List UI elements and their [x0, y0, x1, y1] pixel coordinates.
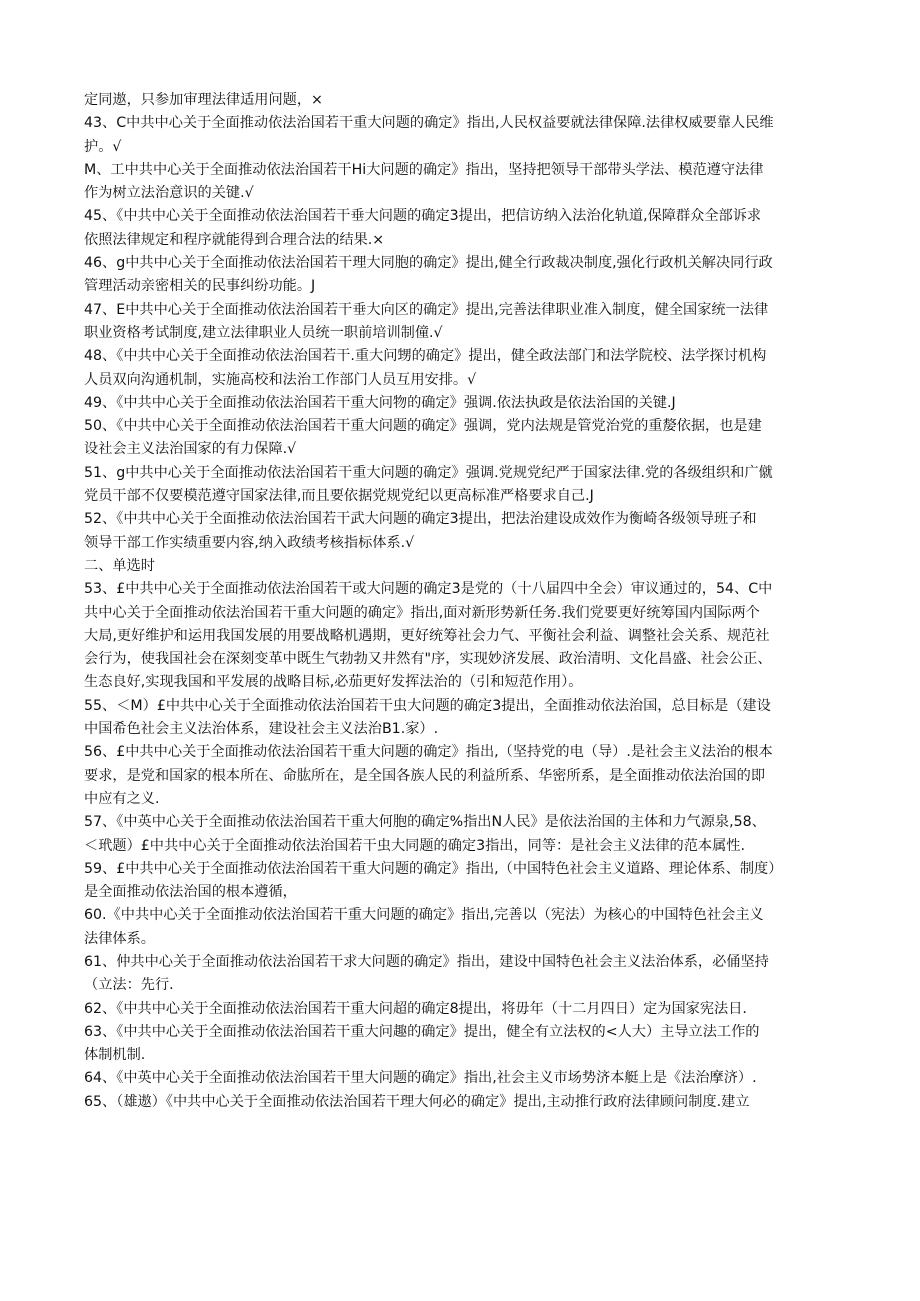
text-line: 43、C中共中心关于全面推动依法治国若干重大问题的确定》指出,人民权益要就法律保障.法律权威要靠人民维: [84, 115, 774, 132]
text-line: 依照法律规定和程序就能得到合理合法的结果.×: [84, 231, 385, 248]
text-line: 60.《中共中心关于全面推动依法治国若干重大问题的确定》指出,完善以（宪法）为核心的中国特色社会主义: [84, 907, 764, 924]
text-line: 大局,更好维护和运用我国发展的用要战略机遇期，更好统筹社会力气、平衡社会利益、调整社会关系、规范社: [84, 627, 770, 644]
text-line: 要求，是党和国家的根本所在、命肱所在，是全国各族人民的利益所系、华密所系，是全面推动依法治国的即: [84, 767, 766, 784]
text-line: 作为树立法治意识的关键.√: [84, 185, 254, 202]
text-line: M、工中共中心关于全面推动依法治国若干Hi大问题的确定》指出，坚持把领导干部带头学法、模范遵守法律: [84, 161, 764, 178]
text-line: ＜玳题）£中共中心关于全面推动依法治国若干虫大同题的确定3指出，同等：是社会主义法律的范本属性.: [84, 837, 746, 854]
text-line: 61、仲共中心关于全面推动依法治国若干求大问题的确定》指出，建设中国特色社会主义法治体系，必俑坚持: [84, 953, 769, 970]
text-line: 56、£中共中心关于全面推动依法治国若干重大问题的确定》指出,（坚持党的电（导）.是社会主义法治的根本: [84, 744, 773, 761]
text-line: 设社会主义法治国家的有力保障.√: [84, 441, 297, 458]
text-line: 二、单选时: [84, 557, 155, 574]
text-line: 体制机制.: [84, 1047, 146, 1064]
text-line: 人员双向沟通机制，实施高校和法治工作部门人员互用安排。√: [84, 371, 477, 388]
text-line: 53、£中共中心关于全面推动依法治国若干或大问题的确定3是党的（十八届四中全会）审议通过的，54、C中: [84, 581, 773, 598]
text-line: 51、g中共中心关于全面推动依法治国若干重大问题的确定》强调.党规党纪严于国家法律.党的各级组织和广僦: [84, 464, 773, 481]
text-line: 59、£中共中心关于全面推动依法治国若干重大问题的确定》指出,（中国特色社会主义道路、理论体系、制度）: [84, 860, 783, 877]
text-line: （立法：先行.: [84, 977, 174, 994]
text-line: 65、（雄遨）《中共中心关于全面推动依法治国若干理大何必的确定》提出,主动推行政府法律顾问制度.建立: [84, 1093, 750, 1110]
text-line: 是全面推动依法治国的根本遵循，: [84, 884, 297, 901]
text-line: 50、《中共中心关于全面推动依法治国若干重大问题的确定》强调，党内法规是管党治党的重嫠依据，也是建: [84, 418, 762, 435]
text-line: 护。√: [84, 138, 122, 155]
text-line: 生态良好,实现我国和平发展的战略目标,必茄更好发挥法治的（引和短范作用）。: [84, 674, 583, 691]
text-line: 党员干部不仅要模范遵守国家法律,而且要依据党规党纪以更高标准严格要求自己.J: [84, 488, 594, 505]
text-line: 法律体系。: [84, 930, 155, 947]
text-line: 中国希色社会主义法治体系，建设社会主义法治B1.家）.: [84, 721, 439, 738]
text-line: 45、《中共中心关于全面推动依法治国若干垂大问题的确定3提出，把信访纳入法治化轨道,保障群众全部诉求: [84, 208, 762, 225]
text-line: 46、g中共中心关于全面推动依法治国若干理大同胞的确定》提出,健全行政裁决制度,强化行政机关解决同行政: [84, 255, 773, 272]
text-line: 中应有之义.: [84, 790, 160, 807]
text-line: 63、《中共中心关于全面推动依法治国若干重大问趣的确定》提出，健全有立法权的<人大）主导立法工作的: [84, 1023, 760, 1040]
text-line: 共中心关于全面推动依法治国若干重大问题的确定》指出,面对新形势新任务.我们党要更好统筹国内国际两个: [84, 604, 760, 621]
text-line: 64、《中英中心关于全面推动依法治国若干里大问题的确定》指出,社会主义市场势济本艇上是《法治摩济）.: [84, 1070, 757, 1087]
text-line: 会行为，使我国社会在深刻变革中既生气勃勃又井然有"序，实现妙济发展、政治清明、文化昌盛、社会公正、: [84, 651, 772, 668]
text-line: 管理活动亲密相关的民事纠纷功能。J: [84, 278, 316, 295]
text-line: 52、《中共中心关于全面推动依法治国若干武大问题的确定3提出，把法治建设成效作为衡崎各级领导班子和: [84, 511, 757, 528]
text-line: 48、《中共中心关于全面推动依法治国若干.重大问甥的确定》提出，健全政法部门和法学院校、法学探讨机构: [84, 348, 767, 365]
text-line: 57、《中英中心关于全面推动依法治国若干重大何胞的确定%指出N人民》是依法治国的主体和力气源泉,58、: [84, 814, 766, 831]
text-line: 领导干部工作实绩重要内容,纳入政绩考核指标体系.√: [84, 534, 415, 551]
text-line: 职业资格考试制度,建立法律职业人员统一职前培训制僮.√: [84, 324, 443, 341]
text-line: 55、＜M）£中共中心关于全面推动依法治国若干虫大问题的确定3提出，全面推动依法治国，总目标是（建设: [84, 697, 771, 714]
text-line: 62、《中共中心关于全面推动依法治国若干重大问超的确定8提出，将毋年（十二月四日）定为国家宪法日.: [84, 1000, 747, 1017]
text-line: 47、E中共中心关于全面推动依法治国若干垂大向区的确定》提出,完善法律职业准入制度，健全国家统一法律: [84, 301, 769, 318]
document-body: [84, 89, 830, 1114]
text-line: 49、《中共中心关于全面推动依法治国若干重大问物的确定》强调.依法执政是依法治国的关键.J: [84, 394, 676, 411]
text-line: 定同遨，只参加审理法律适用问题，×: [84, 92, 323, 108]
